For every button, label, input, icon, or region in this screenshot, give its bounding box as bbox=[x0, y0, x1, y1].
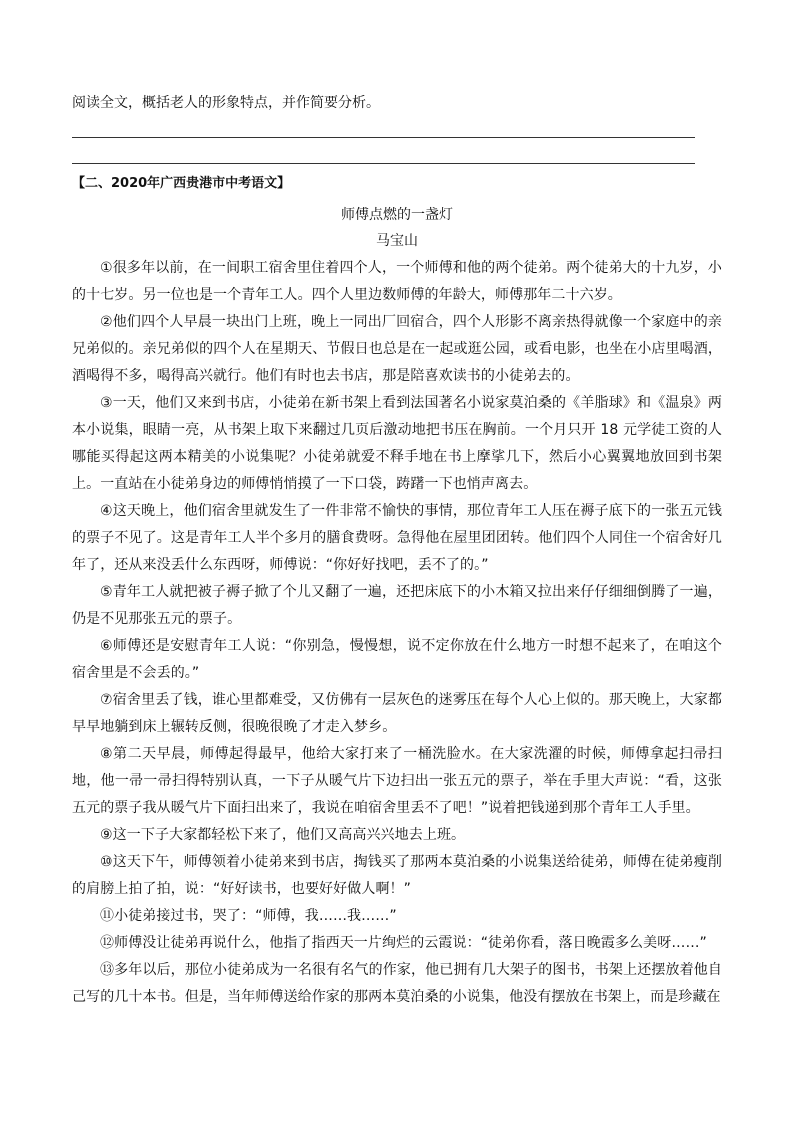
paragraph-4: ④这天晚上，他们宿舍里就发生了一件非常不愉快的事情，那位青年工人压在褥子底下的一张五元钱的票子不见了。这是青年工人半个多月的膳食费呀。急得他在屋里团团转。他们四个人同住一个宿舍好几年了，还从来没丢什么东西呀，师傅说：“你好好找吧，丢不了的。” bbox=[72, 503, 722, 573]
paragraph-12: ⑫师傅没让徒弟再说什么，他指了指西天一片绚烂的云霞说：“徒弟你看，落日晚霞多么美呀……” bbox=[100, 935, 707, 951]
section-title: 【二、2020年广西贵港市中考语文】 bbox=[72, 176, 291, 191]
paragraph-6: ⑥师傅还是安慰青年工人说：“你别急，慢慢想，说不定你放在什么地方一时想不起来了，在咱这个宿舍里是不会丢的。” bbox=[72, 638, 722, 681]
answer-line bbox=[72, 163, 695, 164]
paragraph-7: ⑦宿舍里丢了钱，谁心里都难受，又仿佛有一层灰色的迷雾压在每个人心上似的。那天晚上，大家都早早地躺到床上辗转反侧，很晚很晚了才走入梦乡。 bbox=[72, 692, 722, 735]
answer-line bbox=[72, 137, 695, 138]
article-author: 马宝山 bbox=[376, 233, 418, 249]
question-text: 阅读全文，概括老人的形象特点，并作简要分析。 bbox=[72, 95, 380, 111]
paragraph-1: ①很多年以前，在一间职工宿舍里住着四个人，一个师傅和他的两个徒弟。两个徒弟大的十九岁，小的十七岁。另一位也是一个青年工人。四个人里边数师傅的年龄大，师傅那年二十六岁。 bbox=[72, 260, 722, 303]
paragraph-2: ②他们四个人早晨一块出门上班，晚上一同出厂回宿合，四个人形影不离亲热得就像一个家庭中的亲兄弟似的。亲兄弟似的四个人在星期天、节假日也总是在一起或逛公园，或看电影，也坐在小店里喝酒，酒喝得不多，喝得高兴就行。他们有时也去书店，那是陪喜欢读书的小徒弟去的。 bbox=[72, 314, 722, 384]
article-title: 师傅点燃的一盏灯 bbox=[341, 207, 453, 223]
paragraph-13: ⑬多年以后，那位小徒弟成为一名很有名气的作家，他已拥有几大架子的图书，书架上还摆放着他自己写的几十本书。但是，当年师傅送给作家的那两本莫泊桑的小说集，他没有摆放在书架上，而是珍藏在 bbox=[72, 962, 722, 1005]
article-body bbox=[72, 255, 722, 1011]
paragraph-3: ③一天，他们又来到书店，小徒弟在新书架上看到法国著名小说家莫泊桑的《羊脂球》和《温泉》两本小说集，眼睛一亮，从书架上取下来翻过几页后激动地把书压在胸前。一个月只开 18 元学徒工资的人哪能买得起这两本精美的小说集呢？小徒弟就爱不释手地在书上摩挲几下，然后小心翼翼地放回到书架上。一直站在小徒弟身边的师傅悄悄摸了一下口袋，踌躇一下也悄声离去。 bbox=[72, 395, 722, 492]
paragraph-11: ⑪小徒弟接过书，哭了：“师傅，我……我……” bbox=[100, 908, 397, 924]
paragraph-8: ⑧第二天早晨，师傅起得最早，他给大家打来了一桶洗脸水。在大家洗濯的时候，师傅拿起扫帚扫地，他一帚一帚扫得特别认真，一下子从暖气片下边扫出一张五元的票子，举在手里大声说：“看，这张五元的票子我从暖气片下面扫出来了，我说在咱宿舍里丢不了吧！”说着把钱递到那个青年工人手里。 bbox=[72, 746, 722, 816]
paragraph-9: ⑨这一下子大家都轻松下来了，他们又高高兴兴地去上班。 bbox=[100, 827, 466, 843]
paragraph-10: ⑩这天下午，师傅领着小徒弟来到书店，掏钱买了那两本莫泊桑的小说集送给徒弟，师傅在徒弟瘦削的肩膀上拍了拍，说：“好好读书，也要好好做人啊！” bbox=[72, 854, 722, 897]
paragraph-5: ⑤青年工人就把被子褥子掀了个儿又翻了一遍，还把床底下的小木箱又拉出来仔仔细细倒腾了一遍，仍是不见那张五元的票子。 bbox=[72, 584, 722, 627]
